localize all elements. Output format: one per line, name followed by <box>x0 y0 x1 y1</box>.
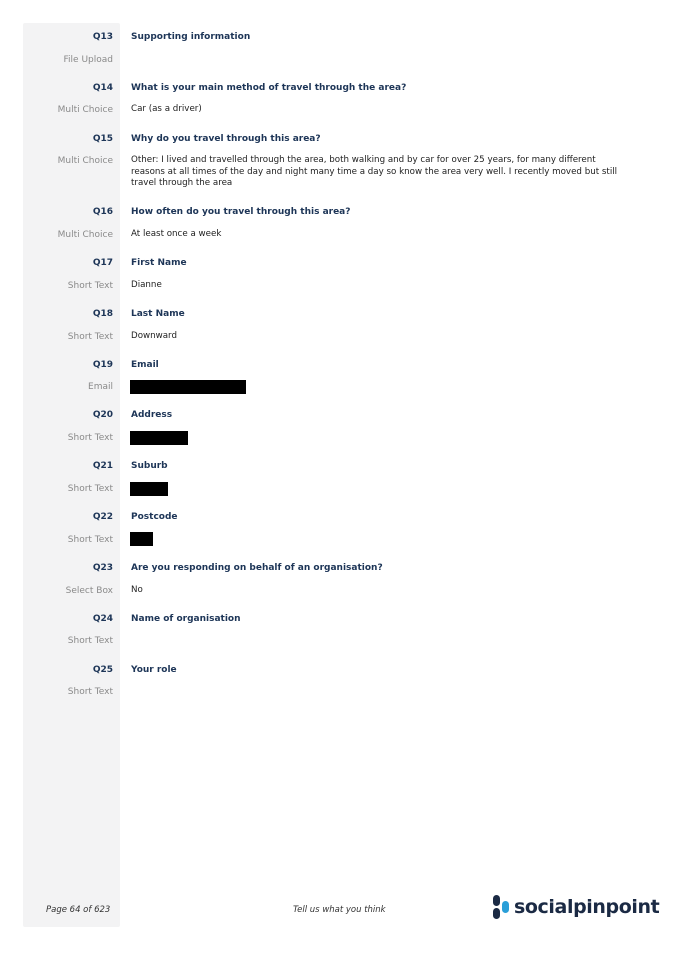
redacted-suburb <box>130 482 168 496</box>
answer-text <box>131 633 636 635</box>
question-type: Short Text <box>67 484 113 494</box>
question-type: Multi Choice <box>57 105 113 115</box>
question-header <box>0 29 675 45</box>
question-number: Q20 <box>92 410 113 420</box>
socialpinpoint-logo <box>492 894 659 920</box>
question-response <box>0 633 675 649</box>
question-response <box>0 583 675 599</box>
question-type: Short Text <box>67 281 113 291</box>
question-number: Q24 <box>92 614 113 624</box>
question-title: Last Name <box>131 309 185 319</box>
question-type: Multi Choice <box>57 156 113 166</box>
question-header <box>0 306 675 322</box>
answer-text <box>131 684 636 686</box>
footer-tagline: Tell us what you think <box>293 905 386 915</box>
question-header <box>0 662 675 678</box>
question-number: Q18 <box>92 309 113 319</box>
question-response <box>0 153 675 193</box>
question-response <box>0 227 675 243</box>
answer-text <box>131 52 636 54</box>
redacted-address <box>130 431 188 445</box>
question-number: Q13 <box>92 32 113 42</box>
question-number: Q25 <box>92 665 113 675</box>
answer-text: Dianne <box>131 280 162 290</box>
question-title: First Name <box>131 258 187 268</box>
question-response <box>0 102 675 118</box>
redacted-email <box>130 380 246 394</box>
question-title: What is your main method of travel through the area? <box>131 83 407 93</box>
question-response <box>0 329 675 345</box>
brand-name: socialpinpoint <box>514 896 660 918</box>
redacted-postcode <box>130 532 153 546</box>
question-type: File Upload <box>63 55 113 65</box>
answer-text: No <box>131 585 143 595</box>
question-response <box>0 278 675 294</box>
question-header <box>0 611 675 627</box>
question-header <box>0 80 675 96</box>
question-number: Q15 <box>92 134 113 144</box>
question-header <box>0 357 675 373</box>
question-number: Q21 <box>92 461 113 471</box>
question-number: Q22 <box>92 512 113 522</box>
question-type: Multi Choice <box>57 230 113 240</box>
question-title: How often do you travel through this area? <box>131 207 351 217</box>
question-title: Why do you travel through this area? <box>131 134 321 144</box>
question-header <box>0 509 675 525</box>
answer-text: Other: I lived and travelled through the area, both walking and by car for over 25 years, for many different reasons at all times of the day and night many time a day so know the area very well. I recently moved but still travel through the area <box>131 155 618 188</box>
question-title: Name of organisation <box>131 614 241 624</box>
question-response <box>0 684 675 700</box>
question-title: Address <box>131 410 173 420</box>
question-response <box>0 481 675 497</box>
question-title: Are you responding on behalf of an organisation? <box>131 563 383 573</box>
page-number: Page 64 of 623 <box>46 905 111 915</box>
question-type: Short Text <box>67 535 113 545</box>
question-type: Email <box>88 382 113 392</box>
question-response <box>0 430 675 446</box>
question-number: Q14 <box>92 83 113 93</box>
question-header <box>0 407 675 423</box>
question-number: Q16 <box>92 207 113 217</box>
question-number: Q23 <box>92 563 113 573</box>
question-response <box>0 52 675 68</box>
question-type: Short Text <box>67 332 113 342</box>
question-title: Suburb <box>131 461 168 471</box>
question-title: Supporting information <box>131 32 251 42</box>
question-type: Short Text <box>67 687 113 697</box>
question-header <box>0 560 675 576</box>
question-header <box>0 255 675 271</box>
answer-text: Downward <box>131 331 177 341</box>
answer-text: Car (as a driver) <box>131 104 202 114</box>
question-number: Q17 <box>92 258 113 268</box>
question-number: Q19 <box>92 360 113 370</box>
answer-text: At least once a week <box>131 229 222 239</box>
question-header <box>0 204 675 220</box>
question-response <box>0 379 675 395</box>
question-title: Your role <box>131 665 177 675</box>
question-title: Email <box>131 360 159 370</box>
question-type: Short Text <box>67 636 113 646</box>
question-title: Postcode <box>131 512 178 522</box>
question-response <box>0 532 675 548</box>
question-type: Select Box <box>65 586 113 596</box>
question-header <box>0 458 675 474</box>
pinpoint-logo-icon <box>492 894 510 920</box>
question-header <box>0 131 675 147</box>
question-type: Short Text <box>67 433 113 443</box>
